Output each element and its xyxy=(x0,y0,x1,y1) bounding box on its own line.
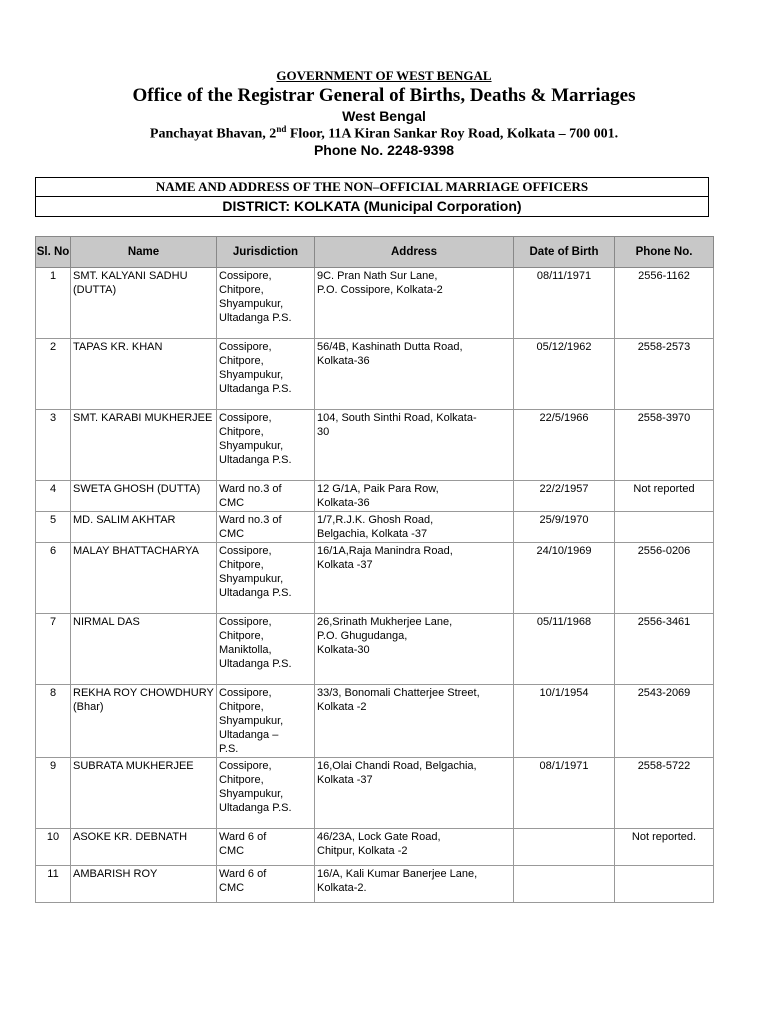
jurisdiction-line: Shyampukur, xyxy=(219,573,284,585)
row-date-of-birth: 10/1/1954 xyxy=(514,685,615,758)
row-jurisdiction xyxy=(217,758,315,829)
row-date-of-birth: 22/2/1957 xyxy=(514,481,615,512)
row-jurisdiction xyxy=(217,543,315,614)
address-line: 16/A, Kali Kumar Banerjee Lane, xyxy=(317,868,478,880)
row-sl-no: 3 xyxy=(36,410,71,481)
row-sl-no: 11 xyxy=(36,866,71,903)
row-phone: Not reported xyxy=(615,481,714,512)
table-row xyxy=(36,339,714,410)
jurisdiction-line: Ward no.3 of xyxy=(219,483,282,495)
address-line: 56/4B, Kashinath Dutta Road, xyxy=(317,341,463,353)
row-name: NIRMAL DAS xyxy=(71,614,217,685)
jurisdiction-line: Cossipore, xyxy=(219,616,272,628)
row-sl-no: 2 xyxy=(36,339,71,410)
row-jurisdiction xyxy=(217,829,315,866)
jurisdiction-line: Chitpore, xyxy=(219,630,264,642)
office-title: Office of the Registrar General of Births, Deaths & Marriages xyxy=(132,85,636,106)
address-line: 16,Olai Chandi Road, Belgachia, xyxy=(317,760,477,772)
government-heading: GOVERNMENT OF WEST BENGAL xyxy=(276,68,492,83)
col-name: Name xyxy=(71,237,217,268)
address-line: 9C. Pran Nath Sur Lane, xyxy=(317,270,438,282)
jurisdiction-line: Ultadanga P.S. xyxy=(219,802,292,814)
row-date-of-birth: 22/5/1966 xyxy=(514,410,615,481)
row-sl-no: 1 xyxy=(36,268,71,339)
table-row xyxy=(36,614,714,685)
jurisdiction-line: Chitpore, xyxy=(219,774,264,786)
jurisdiction-line: Cossipore, xyxy=(219,545,272,557)
address-line: Kolkata -37 xyxy=(317,559,373,571)
list-title: NAME AND ADDRESS OF THE NON–OFFICIAL MARRIAGE OFFICERS xyxy=(35,177,709,197)
row-address xyxy=(315,685,514,758)
row-address xyxy=(315,829,514,866)
state-name: West Bengal xyxy=(342,108,426,124)
row-date-of-birth: 08/11/1971 xyxy=(514,268,615,339)
row-phone: 2558-2573 xyxy=(615,339,714,410)
row-address xyxy=(315,614,514,685)
jurisdiction-line: Cossipore, xyxy=(219,270,272,282)
row-name: AMBARISH ROY xyxy=(71,866,217,903)
jurisdiction-line: Ultadanga P.S. xyxy=(219,587,292,599)
row-phone xyxy=(615,512,714,543)
jurisdiction-line: Ultadanga – xyxy=(219,729,279,741)
table-row xyxy=(36,410,714,481)
row-date-of-birth: 05/12/1962 xyxy=(514,339,615,410)
row-address xyxy=(315,481,514,512)
row-name: MALAY BHATTACHARYA xyxy=(71,543,217,614)
row-name: TAPAS KR. KHAN xyxy=(71,339,217,410)
jurisdiction-line: Shyampukur, xyxy=(219,788,284,800)
row-date-of-birth: 25/9/1970 xyxy=(514,512,615,543)
jurisdiction-line: Shyampukur, xyxy=(219,715,284,727)
address-part-1: Panchayat Bhavan, 2 xyxy=(149,126,277,142)
jurisdiction-line: Cossipore, xyxy=(219,760,272,772)
row-name: SMT. KALYANI SADHU (DUTTA) xyxy=(71,268,217,339)
table-row xyxy=(36,866,714,903)
table-row xyxy=(36,685,714,758)
row-jurisdiction xyxy=(217,866,315,903)
address-line: Chitpur, Kolkata -2 xyxy=(317,845,408,857)
row-name: SMT. KARABI MUKHERJEE xyxy=(71,410,217,481)
row-phone: 2556-1162 xyxy=(615,268,714,339)
address-line: Belgachia, Kolkata -37 xyxy=(317,528,428,540)
jurisdiction-line: CMC xyxy=(219,528,245,540)
address-line: 12 G/1A, Paik Para Row, xyxy=(317,483,439,495)
row-jurisdiction xyxy=(217,268,315,339)
row-jurisdiction xyxy=(217,512,315,543)
row-jurisdiction xyxy=(217,339,315,410)
row-phone: 2558-5722 xyxy=(615,758,714,829)
jurisdiction-line: CMC xyxy=(219,882,245,894)
address-line: 26,Srinath Mukherjee Lane, xyxy=(317,616,453,628)
address-line: Kolkata -2 xyxy=(317,701,367,713)
table-row xyxy=(36,512,714,543)
table-row xyxy=(36,758,714,829)
row-phone: 2558-3970 xyxy=(615,410,714,481)
row-address xyxy=(315,339,514,410)
address-line: 33/3, Bonomali Chatterjee Street, xyxy=(317,687,480,699)
jurisdiction-line: Cossipore, xyxy=(219,687,272,699)
table-row xyxy=(36,543,714,614)
row-sl-no: 6 xyxy=(36,543,71,614)
jurisdiction-line: Ultadanga P.S. xyxy=(219,312,292,324)
row-date-of-birth xyxy=(514,829,615,866)
jurisdiction-line: Maniktolla, xyxy=(219,644,272,656)
jurisdiction-line: CMC xyxy=(219,845,245,857)
jurisdiction-line: Shyampukur, xyxy=(219,369,284,381)
row-address xyxy=(315,410,514,481)
address-line: Kolkata -37 xyxy=(317,774,373,786)
address-line: 30 xyxy=(317,426,330,438)
address-line: 16/1A,Raja Manindra Road, xyxy=(317,545,453,557)
jurisdiction-line: Cossipore, xyxy=(219,341,272,353)
address-line: Kolkata-2. xyxy=(317,882,367,894)
row-address xyxy=(315,758,514,829)
row-address xyxy=(315,543,514,614)
row-sl-no: 5 xyxy=(36,512,71,543)
table-header-row xyxy=(36,237,714,268)
jurisdiction-line: Cossipore, xyxy=(219,412,272,424)
col-address: Address xyxy=(315,237,514,268)
officers-table xyxy=(35,236,714,903)
row-sl-no: 4 xyxy=(36,481,71,512)
jurisdiction-line: Chitpore, xyxy=(219,559,264,571)
row-address xyxy=(315,512,514,543)
row-name: REKHA ROY CHOWDHURY (Bhar) xyxy=(71,685,217,758)
row-jurisdiction xyxy=(217,685,315,758)
col-phone: Phone No. xyxy=(615,237,714,268)
jurisdiction-line: Ward no.3 of xyxy=(219,514,282,526)
row-phone: 2556-3461 xyxy=(615,614,714,685)
jurisdiction-line: Chitpore, xyxy=(219,701,264,713)
address-line: Kolkata-36 xyxy=(317,355,370,367)
address-line: 104, South Sinthi Road, Kolkata- xyxy=(317,412,477,424)
jurisdiction-line: Chitpore, xyxy=(219,284,264,296)
col-date-of-birth: Date of Birth xyxy=(514,237,615,268)
jurisdiction-line: Ultadanga P.S. xyxy=(219,454,292,466)
row-jurisdiction xyxy=(217,410,315,481)
row-jurisdiction xyxy=(217,481,315,512)
district-heading: DISTRICT: KOLKATA (Municipal Corporation) xyxy=(35,196,709,217)
jurisdiction-line: Ultadanga P.S. xyxy=(219,658,292,670)
office-phone: Phone No. 2248-9398 xyxy=(313,142,455,158)
jurisdiction-line: Ultadanga P.S. xyxy=(219,383,292,395)
row-name: MD. SALIM AKHTAR xyxy=(71,512,217,543)
address-line: 1/7,R.J.K. Ghosh Road, xyxy=(317,514,434,526)
address-line: 46/23A, Lock Gate Road, xyxy=(317,831,441,843)
address-ordinal: nd xyxy=(276,124,287,134)
row-sl-no: 7 xyxy=(36,614,71,685)
row-phone: Not reported. xyxy=(615,829,714,866)
address-line: P.O. Cossipore, Kolkata-2 xyxy=(317,284,443,296)
jurisdiction-line: Chitpore, xyxy=(219,355,264,367)
row-phone xyxy=(615,866,714,903)
row-date-of-birth xyxy=(514,866,615,903)
address-part-2: Floor, 11A Kiran Sankar Roy Road, Kolkata – 700 001. xyxy=(286,126,619,142)
row-jurisdiction xyxy=(217,614,315,685)
jurisdiction-line: CMC xyxy=(219,497,245,509)
row-date-of-birth: 24/10/1969 xyxy=(514,543,615,614)
row-sl-no: 8 xyxy=(36,685,71,758)
row-name: SUBRATA MUKHERJEE xyxy=(71,758,217,829)
table-row xyxy=(36,481,714,512)
row-name: SWETA GHOSH (DUTTA) xyxy=(71,481,217,512)
address-line: Kolkata-36 xyxy=(317,497,370,509)
jurisdiction-line: Chitpore, xyxy=(219,426,264,438)
table-row xyxy=(36,829,714,866)
row-sl-no: 10 xyxy=(36,829,71,866)
row-address xyxy=(315,866,514,903)
address-line: P.O. Ghugudanga, xyxy=(317,630,408,642)
jurisdiction-line: Shyampukur, xyxy=(219,298,284,310)
row-phone: 2543-2069 xyxy=(615,685,714,758)
jurisdiction-line: P.S. xyxy=(219,743,239,755)
row-date-of-birth: 08/1/1971 xyxy=(514,758,615,829)
address-line: Kolkata-30 xyxy=(317,644,370,656)
jurisdiction-line: Ward 6 of xyxy=(219,831,267,843)
row-address xyxy=(315,268,514,339)
office-address xyxy=(0,124,768,143)
col-sl-no: Sl. No xyxy=(36,237,71,268)
row-sl-no: 9 xyxy=(36,758,71,829)
col-jurisdiction: Jurisdiction xyxy=(217,237,315,268)
table-row xyxy=(36,268,714,339)
jurisdiction-line: Ward 6 of xyxy=(219,868,267,880)
jurisdiction-line: Shyampukur, xyxy=(219,440,284,452)
row-name: ASOKE KR. DEBNATH xyxy=(71,829,217,866)
row-date-of-birth: 05/11/1968 xyxy=(514,614,615,685)
row-phone: 2556-0206 xyxy=(615,543,714,614)
